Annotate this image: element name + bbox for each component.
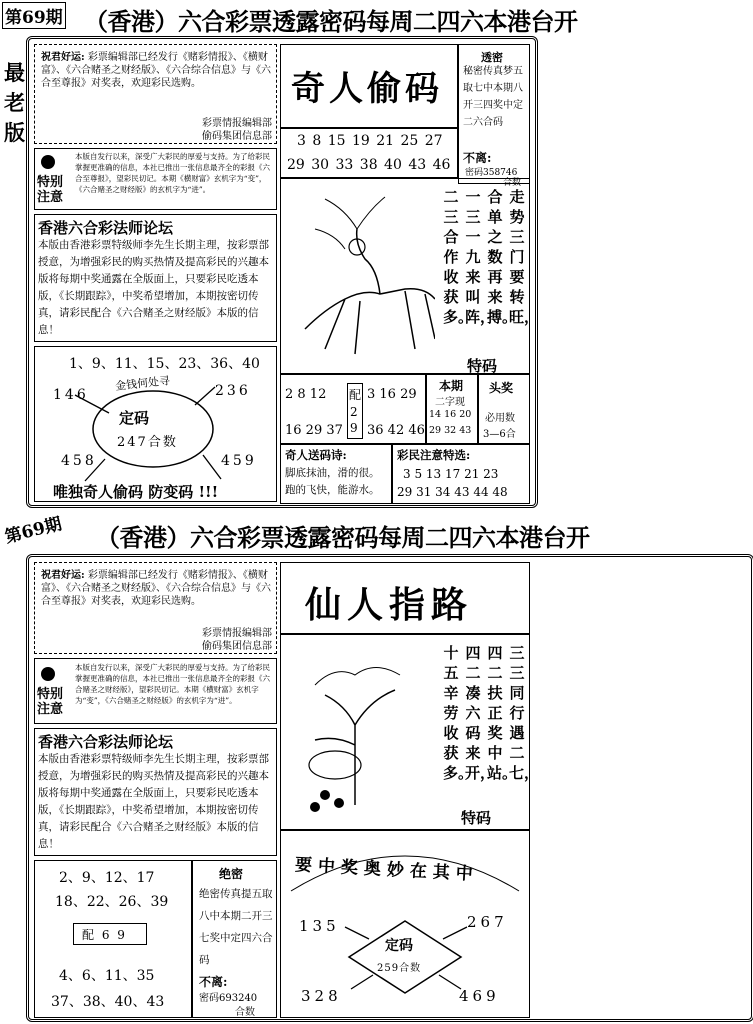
num-row1: 3 8 15 19 21 25 27: [297, 133, 443, 149]
ding-ma-nums: 259合数: [377, 963, 422, 974]
forum-title: 香港六合彩法师论坛: [38, 219, 174, 237]
secret-text: 秘密传真梦五取七中本期八开三四奖中定二六合码: [463, 66, 523, 128]
buli-label: 不离:: [463, 151, 492, 165]
poem-title: 奇人送码诗:: [285, 448, 347, 462]
title-box: [280, 562, 530, 634]
notice-text: 本版自发行以来，深受广大彩民的厚爱与支持。为了给彩民掌握更准确的信息，本社已推出一张信息最齐全的彩报《六合至尊报》，望彩民切记。本期《横财富》玄机字为“变”，《六合赌圣之财经版》的玄机字为“进”。: [75, 152, 270, 194]
lucky-box: [34, 346, 277, 502]
pei-left1: 2 8 12: [285, 387, 327, 402]
ding-ma: 定码: [385, 938, 413, 954]
pei-box: [73, 923, 147, 945]
title-big: 仙人指路: [305, 584, 474, 626]
caimin-row1: 3 5 13 17 21 23: [403, 467, 499, 481]
buli-sum: 合数: [235, 1007, 255, 1018]
pei-text: 配 6 9: [82, 928, 127, 942]
benqi-box: [426, 374, 478, 444]
caimin-box: [392, 444, 530, 504]
bottom-edition: [0, 512, 753, 1024]
nums-c: 4、6、11、35: [59, 968, 155, 984]
lucky-nums: 1、9、11、15、23、36、40: [69, 356, 260, 372]
pei-right2: 36 42 46: [367, 423, 425, 438]
money-diagram: [35, 347, 275, 501]
te-ma: 特码: [461, 809, 492, 827]
secret-text: 绝密传真提五取八中本期二开三七奖中定四六合码: [199, 888, 273, 966]
greeting-sign1: 彩票情报编辑部: [202, 118, 272, 129]
numbers-box: [280, 128, 458, 178]
nums-b: 18、22、26、39: [55, 894, 169, 910]
arrow-line: [439, 975, 461, 989]
poem-col: 二三合作收获多。: [443, 188, 474, 326]
issue-label: 第69期: [2, 2, 66, 29]
secret-title: 透密: [481, 51, 503, 64]
toujiang-box: [478, 374, 530, 444]
side-label: 最老版: [4, 60, 25, 145]
buli-code: 密码358746: [465, 168, 518, 178]
poem-box: [280, 444, 392, 504]
poem-col: 走势三门要转旺，: [509, 188, 540, 326]
caimin-title: 彩民注意特选:: [397, 448, 471, 462]
money-ellipse: [93, 391, 213, 467]
secret-title: 绝密: [219, 867, 244, 881]
illustration-box: [280, 634, 540, 830]
arc-box: [280, 830, 530, 1018]
nums-a: 2、9、12、17: [59, 870, 155, 886]
num-bl: 328: [301, 987, 342, 1005]
notice-text: 本版自发行以来，深受广大彩民的厚爱与支持。为了给彩民掌握更准确的信息，本社已推出一张信息最齐全的彩报《六合赌圣之财经版》，望彩民切记。本期《横财富》玄机字为“变”，《六合赌圣之财经版》的玄机字为“进”。: [75, 663, 270, 705]
buli-sum: 合数: [503, 178, 522, 188]
illustration-box: [280, 178, 540, 375]
poem-text: 脚底抹油，滑的很。跑的飞快，能游水。: [285, 467, 380, 496]
greeting-title: 祝君好运:: [41, 52, 85, 63]
arrow-line: [443, 927, 467, 939]
poem-col: 合单之数再来搏。: [487, 188, 518, 326]
greeting-text: 彩票编辑部已经发行《赌彩情报》、《横财富》、《六合赌圣之财经版》、《六合综合信息》与《六合至尊报》对奖表，欢迎彩民选购。: [41, 570, 271, 607]
pei-nums: 2 9: [350, 405, 358, 435]
arc-text: 要中奖奥妙在其中: [294, 855, 480, 885]
notice-label: 特别注意: [37, 175, 64, 205]
buli-label: 不离:: [199, 975, 228, 989]
toujiang-label: 头奖: [489, 381, 514, 395]
arrow-line: [203, 455, 221, 479]
right-num: 236: [215, 383, 251, 399]
biyong-label: 必用数: [485, 413, 515, 424]
forum-box: [34, 728, 277, 856]
headline: （香港）六合彩票透露密码每周二四六本港台开: [96, 523, 590, 552]
poem-col: 四二扶正奖中站。: [487, 644, 518, 782]
forum-text: 本版由香港彩票特级师李先生长期主理，按彩票部授意，为增强彩民的购买热情及提高彩民的兴趣本版将每期中奖通露在全版面上，只要彩民吃透本版，《长期跟踪》，中奖希望增加，本期按密切传真，请彩民配合《六合赌圣之财经版》本版的信息！: [38, 753, 269, 850]
diamond-shape: [349, 921, 461, 993]
left-num: 146: [53, 387, 89, 403]
benqi-nums1: 14 16 20: [429, 409, 472, 420]
erzi-label: 二字现: [435, 397, 465, 408]
bomb-icon: [41, 667, 55, 681]
title-box: [280, 44, 458, 128]
num-row2: 29 30 33 38 40 43 46: [287, 157, 451, 173]
bomb-icon: [41, 155, 55, 169]
greeting-box: [34, 562, 277, 654]
greeting-box: [34, 44, 277, 144]
arrow-line: [195, 387, 215, 405]
benqi-label: 本期: [439, 379, 464, 393]
poem-col: 十五辛劳收获多。: [443, 644, 474, 782]
ding-ma-nums: 247合数: [117, 435, 178, 450]
slogan: 唯独奇人偷码 防变码 !!!: [53, 483, 219, 501]
forum-title: 香港六合彩法师论坛: [38, 733, 174, 751]
title-big: 奇人偷码: [291, 69, 443, 109]
greeting-sign2: 偷码集团信息部: [202, 641, 272, 652]
te-ma: 特码: [467, 357, 498, 375]
pei-left2: 16 29 37: [285, 423, 343, 438]
benqi-nums2: 29 32 43: [429, 425, 472, 436]
pei-center: [347, 383, 363, 439]
notice-label: 特别注意: [37, 687, 64, 717]
greeting-sign2: 偷码集团信息部: [202, 131, 272, 142]
secret-box: [192, 860, 277, 1018]
arrow-line: [345, 927, 369, 939]
ding-ma: 定码: [119, 409, 150, 427]
greeting-text: 彩票编辑部已经发行《赌彩情报》、《横财富》、《六合赌圣之财经版》、《六合综合信息》与《六合至尊报》对奖表，欢迎彩民选购。: [41, 52, 271, 89]
greeting-title: 祝君好运:: [41, 570, 85, 581]
nums-box: [34, 860, 192, 1018]
pei-right1: 3 16 29: [367, 387, 417, 402]
greeting-sign1: 彩票情报编辑部: [202, 628, 272, 639]
poem-col: 四二凑六码来开，: [465, 644, 496, 782]
nums-d: 37、38、40、43: [51, 994, 165, 1010]
num-br: 469: [459, 987, 500, 1005]
forum-box: [34, 214, 277, 342]
biyong-range: 3—6合: [483, 429, 516, 440]
notice-box: [34, 658, 277, 724]
notice-box: [34, 148, 277, 210]
poem-col: 三三同行遇二七，: [509, 644, 540, 782]
pei-box: [280, 374, 426, 444]
arrow-line: [351, 975, 373, 989]
secret-box: [458, 44, 530, 188]
num-tl: 135: [299, 917, 340, 935]
pei-label: 配: [349, 388, 362, 402]
buli-code: 密码693240: [199, 993, 258, 1004]
money-text: 金钱何处寻: [114, 374, 171, 393]
issue-label: 第69期: [3, 514, 64, 548]
num-tr: 267: [467, 913, 508, 931]
bottom-left-num: 458: [61, 453, 97, 469]
poem-col: 一三一九来叫阵，: [465, 188, 496, 326]
forum-text: 本版由香港彩票特级师李先生长期主理，按彩票部授意，为增强彩民的购买热情及提高彩民的兴趣本版将每期中奖通露在全版面上，只要彩民吃透本版，《长期跟踪》，中奖希望增加，本期按密切传真，请彩民配合《六合赌圣之财经版》本版的信息！: [38, 239, 269, 336]
bottom-right-num: 459: [221, 453, 257, 469]
tree-illustration: [285, 645, 425, 815]
deer-illustration: [285, 189, 435, 369]
headline: （香港）六合彩票透露密码每周二四六本港台开: [84, 7, 578, 36]
caimin-row2: 29 31 34 43 44 48: [397, 485, 508, 499]
